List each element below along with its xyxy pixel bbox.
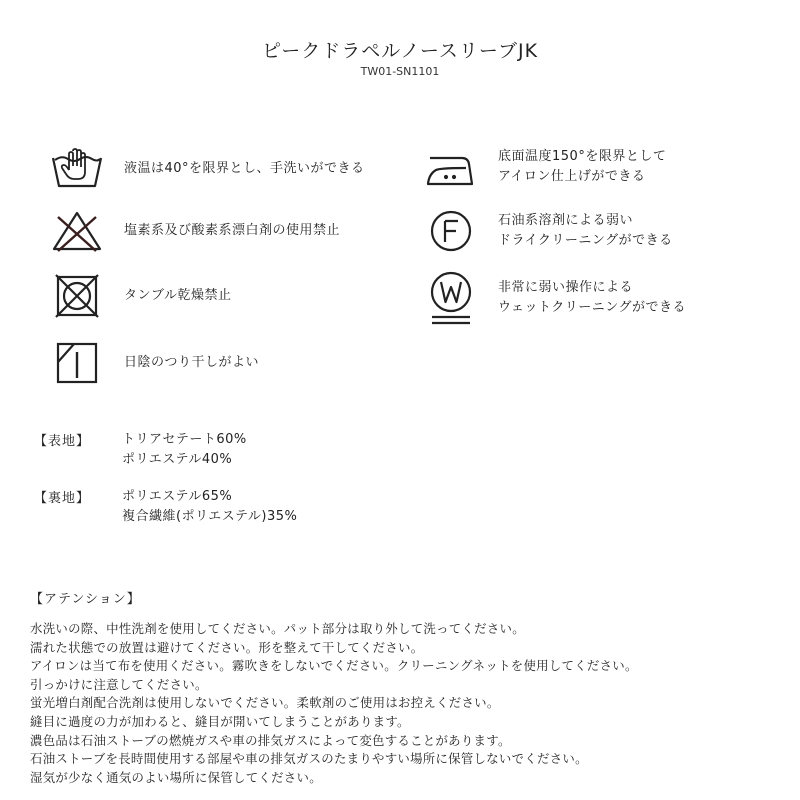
care-item-iron <box>424 146 666 188</box>
attention-line: 濡れた状態での放置は避けてください。形を整えて干してください。 <box>30 639 424 655</box>
iron-icon <box>424 146 478 188</box>
care-text-line: タンブル乾燥禁止 <box>124 288 232 303</box>
no-tumble-dry-icon <box>50 273 104 319</box>
composition-line: ポリエステル65% <box>122 489 233 504</box>
attention-line: 水洗いの際、中性洗剤を使用してください。パット部分は取り外して洗ってください。 <box>30 621 525 636</box>
care-text-line: 石油系溶剤による弱い <box>498 213 634 228</box>
outer-fabric-label: 【表地】 <box>34 434 91 449</box>
care-text-line: アイロン仕上げができる <box>498 169 646 184</box>
care-item-dry-clean <box>424 209 673 253</box>
care-text-line: 日陰のつり干しがよい <box>124 355 260 370</box>
composition-line: ポリエステル40% <box>122 452 233 467</box>
product-code: TW01-SN1101 <box>360 65 440 78</box>
attention-line: 濃色品は石油ストーブの燃焼ガスや車の排気ガスによって変色することがあります。 <box>30 732 511 748</box>
care-item-hand-wash <box>50 146 365 192</box>
attention-line: 石油ストーブを長時間使用する部屋や車の排気ガスのたまりやすい場所に保管しないでください。 <box>30 751 588 767</box>
no-bleach-icon <box>50 209 104 253</box>
attention-line: 蛍光増白剤配合洗剤は使用しないでください。柔軟剤のご使用はお控えください。 <box>30 695 500 711</box>
care-text-line: ウェットクリーニングができる <box>498 300 686 315</box>
attention-line: アイロンは当て布を使用ください。霧吹きをしないでください。クリーニングネットを使用してください。 <box>30 658 638 674</box>
lining-fabric-composition <box>122 487 297 527</box>
attention-title: 【アテンション】 <box>30 592 141 607</box>
attention-line: 引っかけに注意してください。 <box>30 676 208 692</box>
outer-fabric-composition <box>122 430 247 470</box>
lining-fabric-label: 【裏地】 <box>34 491 91 506</box>
wet-clean-w-icon <box>424 268 478 328</box>
composition-line: トリアセテート60% <box>122 432 247 447</box>
care-text-line: 塩素系及び酸素系漂白剤の使用禁止 <box>124 223 341 238</box>
care-text-line: ドライクリーニングができる <box>498 233 673 248</box>
care-text-line: 非常に弱い操作による <box>498 280 634 295</box>
composition-line: 複合繊維(ポリエステル)35% <box>122 509 298 524</box>
dry-clean-f-icon <box>424 209 478 253</box>
attention-line: 縫目に過度の力が加わると、縫目が開いてしまうことがあります。 <box>30 713 410 729</box>
care-text-line: 液温は40°を限界とし、手洗いができる <box>124 161 365 176</box>
attention-list <box>30 620 638 787</box>
care-item-wet-clean <box>424 268 686 328</box>
care-text-line: 底面温度150°を限界として <box>498 149 667 164</box>
shade-drip-dry-icon <box>50 340 104 386</box>
care-item-no-tumble-dry <box>50 273 231 319</box>
product-title: ピークドラペルノースリーブJK <box>261 40 539 62</box>
attention-line: 湿気が少なく通気のよい場所に保管してください。 <box>30 769 322 785</box>
care-item-no-bleach <box>50 209 340 253</box>
care-item-shade-drip-dry <box>50 340 259 386</box>
hand-wash-icon <box>50 146 104 192</box>
